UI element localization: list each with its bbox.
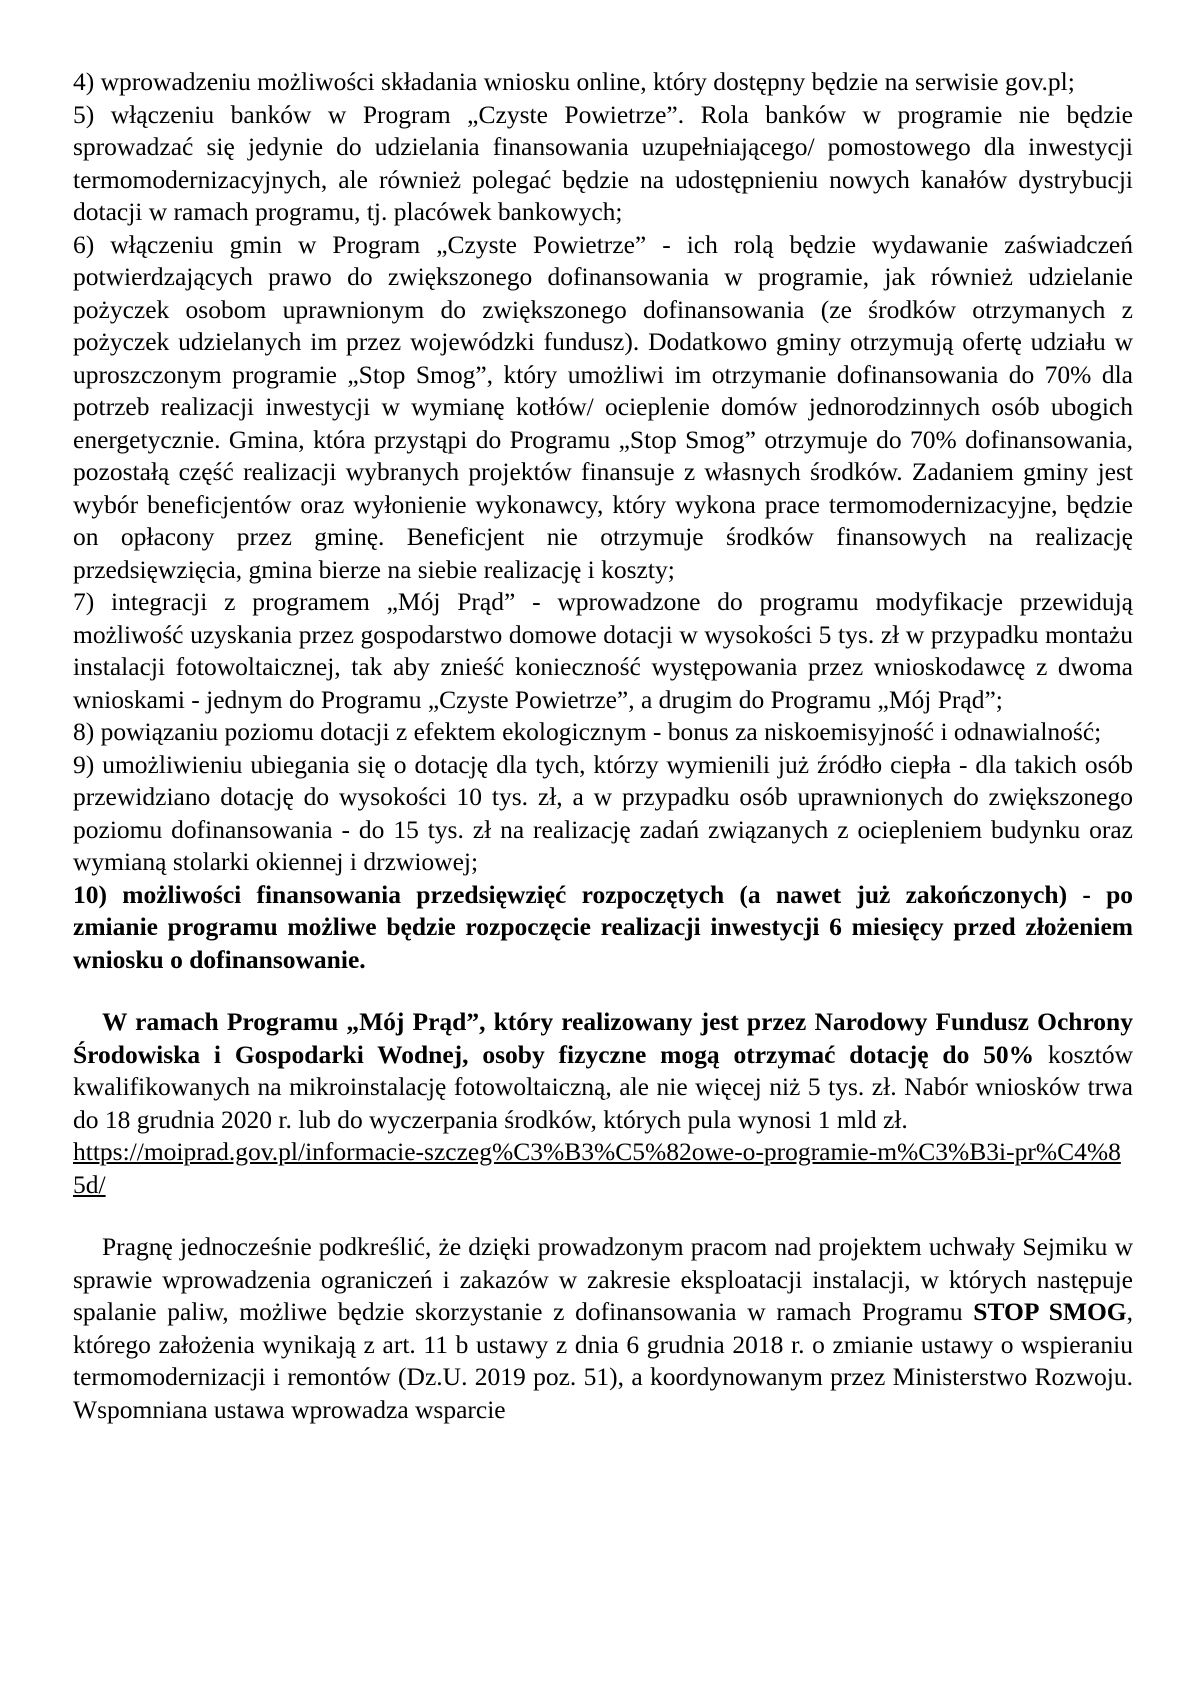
list-item-7: 7) integracji z programem „Mój Prąd” - wprowadzone do programu modyfikacje przewidują możliwość uzyskania przez gospodarstwo domowe dotacji w wysokości 5 tys. zł w przypadku montażu instalacji fotowoltaicznej, tak aby znieść konieczność występowania przez wnioskodawcę z dwoma wnioskami - jednym do Programu „Czyste Powietrze”, a drugim do Programu „Mój Prąd”;: [73, 587, 1133, 714]
moj-prad-link[interactable]: https://moiprad.gov.pl/informacie-szczeg%C3%B3%C5%82owe-o-programie-m%C3%B3i-pr%C4%85d/: [73, 1137, 1121, 1199]
document-page: [73, 66, 1133, 1426]
list-item-5: 5) włączeniu banków w Program „Czyste Powietrze”. Rola banków w programie nie będzie sprowadzać się jedynie do udzielania finansowania uzupełniającego/ pomostowego dla inwestycji termomodernizacyjnych, ale również polegać będzie na udostępnieniu nowych kanałów dystrybucji dotacji w ramach programu, tj. placówek bankowych;: [73, 99, 1133, 226]
list-item-9: 9) umożliwieniu ubiegania się o dotację dla tych, którzy wymienili już źródło ciepła - dla takich osób przewidziano dotację do wysokości 10 tys. zł, a w przypadku osób uprawnionych do zwiększonego poziomu dofinansowania - do 15 tys. zł na realizację zadań związanych z ociepleniem budynku oraz wymianą stolarki okiennej i drzwiowej;: [73, 749, 1133, 876]
moj-prad-paragraph: [73, 1006, 1133, 1136]
list-item-6: 6) włączeniu gmin w Program „Czyste Powietrze” - ich rolą będzie wydawanie zaświadczeń potwierdzających prawo do zwiększonego dofinansowania w programie, jak również udzielanie pożyczek osobom uprawnionym do zwiększonego dofinansowania (ze środków otrzymanych z pożyczek udzielanych im przez wojewódzki fundusz). Dodatkowo gminy otrzymują ofertę udziału w uproszczonym programie „Stop Smog”, który umożliwi im otrzymanie dofinansowania do 70% dla potrzeb realizacji inwestycji w wymianę kotłów/ ocieplenie domów jednorodzinnych osób ubogich energetycznie. Gmina, która przystąpi do Programu „Stop Smog” otrzymuje do 70% dofinansowania, pozostałą część realizacji wybranych projektów finansuje z własnych środków. Zadaniem gminy jest wybór beneficjentów oraz wyłonienie wykonawcy, który wykona prace termomodernizacyjne, będzie on opłacony przez gminę. Beneficjent nie otrzymuje środków finansowych na realizację przedsięwzięcia, gmina bierze na siebie realizację i koszty;: [73, 229, 1133, 584]
stop-smog-part2: , którego założenia wynikają z art. 11 b ustawy z dnia 6 grudnia 2018 r. o zmianie ustawy o wspieraniu termomodernizacji i remontów (Dz.U. 2019 poz. 51), a koordynowanym przez Ministerstwo Rozwoju. Wspomniana ustawa wprowadza wsparcie: [73, 1297, 1134, 1424]
list-item-8: 8) powiązaniu poziomu dotacji z efektem ekologicznym - bonus za niskoemisyjność i odnawialność;: [73, 717, 1102, 746]
stop-smog-paragraph: [73, 1231, 1133, 1426]
moj-prad-bold-lead: W ramach Programu „Mój Prąd”, który realizowany jest przez Narodowy Fundusz Ochrony Środowiska i Gospodarki Wodnej, osoby fizyczne mogą otrzymać dotację do 50%: [73, 1007, 1133, 1069]
stop-smog-bold: STOP SMOG: [973, 1297, 1127, 1326]
list-item-10: 10) możliwości finansowania przedsięwzięć rozpoczętych (a nawet już zakończonych) - po zmianie programu możliwe będzie rozpoczęcie realizacji inwestycji 6 miesięcy przed złożeniem wniosku o dofinansowanie.: [73, 879, 1133, 974]
stop-smog-part1: Pragnę jednocześnie podkreślić, że dzięki prowadzonym pracom nad projektem uchwały Sejmiku w sprawie wprowadzenia ograniczeń i zakazów w zakresie eksploatacji instalacji, w których następuje spalanie paliw, możliwe będzie skorzystanie z dofinansowania w ramach Programu: [73, 1232, 1133, 1326]
moj-prad-rest: kosztów kwalifikowanych na mikroinstalację fotowoltaiczną, ale nie więcej niż 5 tys. zł. Nabór wniosków trwa do 18 grudnia 2020 r. lub do wyczerpania środków, których pula wynosi 1 mld zł.: [73, 1039, 1133, 1134]
list-item-4: 4) wprowadzeniu możliwości składania wniosku online, który dostępny będzie na serwisie gov.pl;: [73, 67, 1075, 96]
